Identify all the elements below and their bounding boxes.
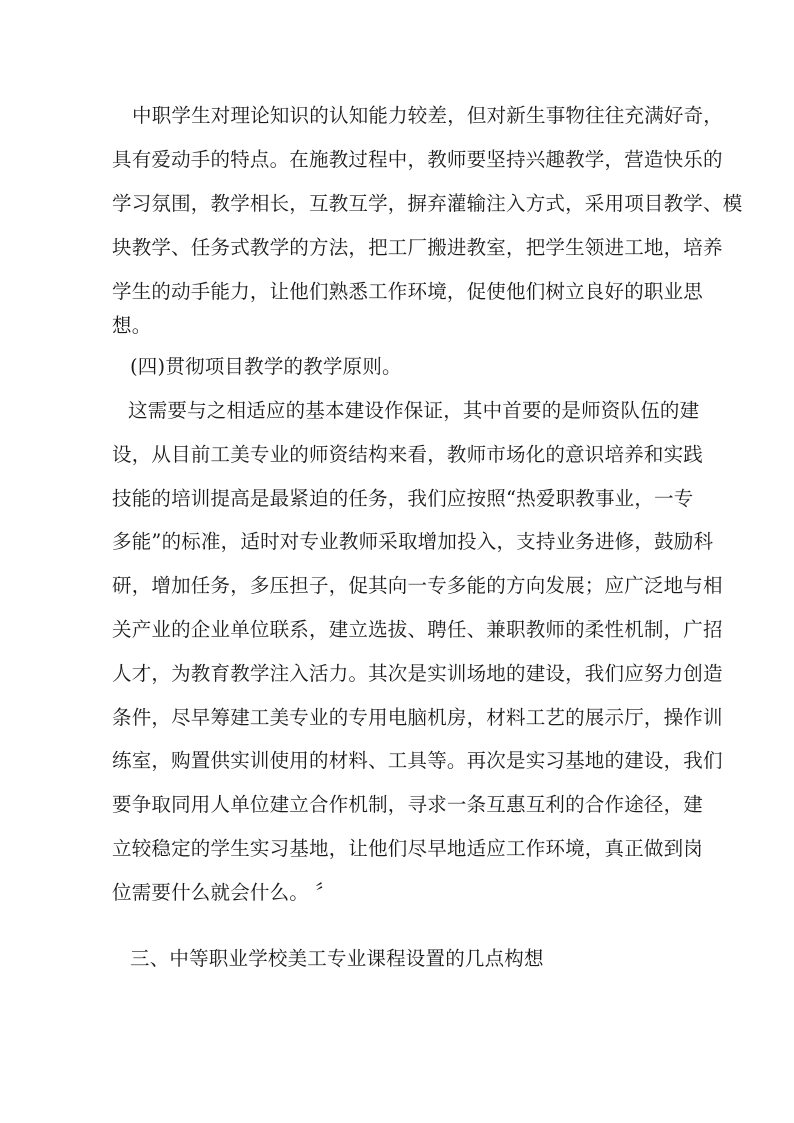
paragraph-2-line-6: 关产业的企业单位联系，建立选拔、聘任、兼职教师的柔性机制，广招 [112,618,723,641]
paragraph-1-line-1: 中职学生对理论知识的认知能力较差，但对新生事物往往充满好奇， [132,104,724,127]
paragraph-1-line-3: 学习氛围，教学相长，互教互学，摒弃灌输注入方式，采用项目教学、模 [112,192,743,215]
paragraph-1-line-6: 想。 [112,314,152,337]
paragraph-2-line-2: 设，从目前工美专业的师资结构来看，教师市场化的意识培养和实践 [112,443,704,466]
paragraph-2-line-3: 技能的培训提高是最紧迫的任务，我们应按照“热爱职教事业，一专 [112,487,694,510]
paragraph-1-line-2: 具有爱动手的特点。在施教过程中，教师要坚持兴趣教学，营造快乐的 [112,148,723,171]
paragraph-2-line-7: 人才，为教育教学注入活力。其次是实训场地的建设，我们应努力创造 [112,662,723,685]
paragraph-2-line-4: 多能”的标准，适时对专业教师采取增加投入，支持业务进修，鼓励科 [112,530,714,553]
paragraph-2-line-12: 位需要什么就会什么。 〞 [112,881,336,904]
paragraph-2-line-8: 条件，尽早筹建工美专业的专用电脑机房，材料工艺的展示厅，操作训 [112,706,723,729]
paragraph-1-line-5: 学生的动手能力，让他们熟悉工作环境，促使他们树立良好的职业思 [112,280,704,303]
paragraph-2-line-5: 研，增加任务，多压担子，促其向一专多能的方向发展；应广泛地与相 [112,574,723,597]
paragraph-2-line-1: 这需要与之相适应的基本建设作保证，其中首要的是师资队伍的建 [128,399,700,422]
paragraph-2-line-9: 练室，购置供实训使用的材料、工具等。再次是实习基地的建设，我们 [112,749,723,772]
paragraph-2-line-11: 立较稳定的学生实习基地，让他们尽早地适应工作环境，真正做到岗 [112,837,704,860]
paragraph-2-line-10: 要争取同用人单位建立合作机制，寻求一条互惠互利的合作途径，建 [112,793,704,816]
chapter-heading: 三、中等职业学校美工专业课程设置的几点构想 [130,947,544,970]
section-heading: (四)贯彻项目教学的教学原则。 [130,355,402,378]
paragraph-1-line-4: 块教学、任务式教学的方法，把工厂搬进教室，把学生领进工地，培养 [112,236,723,259]
